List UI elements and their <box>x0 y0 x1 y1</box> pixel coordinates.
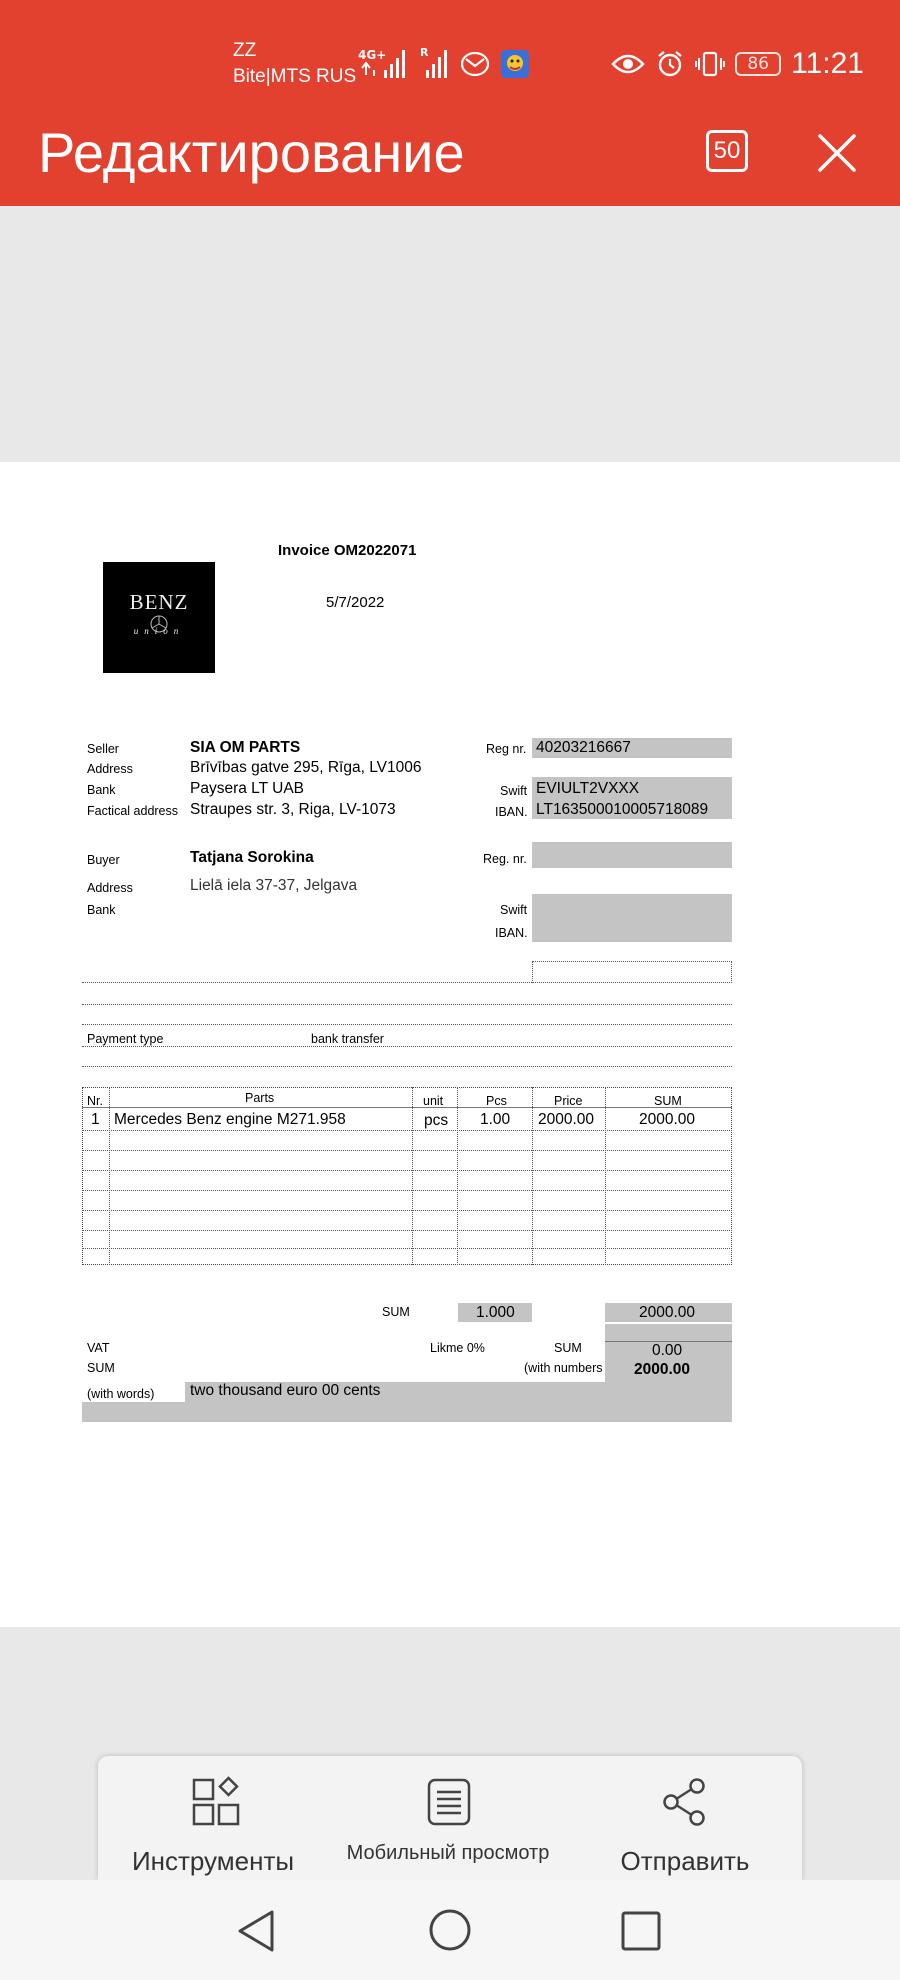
header-parts: Parts <box>245 1091 275 1105</box>
roaming-indicator: R <box>420 46 429 59</box>
home-icon[interactable] <box>428 1908 472 1952</box>
separator-line <box>82 1004 732 1005</box>
header-nr: Nr. <box>87 1094 103 1108</box>
recent-apps-icon[interactable] <box>620 1910 662 1952</box>
mobile-view-button[interactable] <box>328 1756 568 1880</box>
vibrate-icon <box>695 49 725 79</box>
page-count-value: 50 <box>713 137 741 164</box>
seller-address: Brīvības gatve 295, Rīga, LV1006 <box>190 759 422 776</box>
battery-level: 86 <box>747 54 769 74</box>
grand-sum-label: SUM <box>87 1361 115 1375</box>
app-header <box>0 0 900 206</box>
separator-line <box>82 1066 732 1067</box>
logo-text: BENZ <box>129 590 189 614</box>
buyer-bank-details-field <box>532 894 732 942</box>
table-header-line <box>82 1107 732 1108</box>
seller-swift: EVIULT2VXXX <box>536 780 640 797</box>
logo-subtext: union <box>133 626 185 636</box>
battery-icon <box>735 52 781 76</box>
carrier-line1: ZZ <box>233 40 257 61</box>
table-row-line <box>82 1230 732 1231</box>
seller-factical-label: Factical address <box>87 804 179 818</box>
share-label: Отправить <box>620 1846 750 1876</box>
buyer-reg-label: Reg. nr. <box>483 852 527 866</box>
status-signal-icons <box>358 44 530 84</box>
buyer-label: Buyer <box>87 853 120 867</box>
signal-roaming-icon <box>420 46 450 82</box>
header-pcs: Pcs <box>486 1094 507 1108</box>
table-row-line <box>82 1190 732 1191</box>
seller-bank: Paysera LT UAB <box>190 780 305 797</box>
table-column-line <box>457 1087 458 1265</box>
app-notification-icon <box>500 49 530 79</box>
seller-iban: LT163500010005718089 <box>536 801 709 818</box>
payment-type: bank transfer <box>311 1032 384 1046</box>
separator-line <box>82 982 732 983</box>
seller-reg: 40203216667 <box>536 739 631 756</box>
company-logo <box>103 562 215 673</box>
table-sum-label: SUM <box>382 1305 410 1319</box>
bottom-toolbar <box>98 1756 802 1880</box>
seller-iban-label: IBAN. <box>495 805 528 819</box>
navigation-bar <box>0 1880 900 1980</box>
buyer-bank-label: Bank <box>87 903 116 917</box>
row-price: 2000.00 <box>538 1111 595 1128</box>
seller-bank-label: Bank <box>87 783 116 797</box>
eye-comfort-icon <box>611 52 645 76</box>
buyer-address-label: Address <box>87 881 133 895</box>
separator-line <box>82 1024 732 1025</box>
grand-sum: 2000.00 <box>634 1361 691 1378</box>
total-pcs: 1.000 <box>476 1304 515 1321</box>
header-price: Price <box>554 1094 583 1108</box>
share-icon <box>659 1776 711 1828</box>
row-unit: pcs <box>424 1112 449 1129</box>
seller-factical-address: Straupes str. 3, Riga, LV-1073 <box>190 801 396 818</box>
tools-button[interactable] <box>98 1756 328 1880</box>
document-page[interactable] <box>0 462 900 1627</box>
seller-reg-label: Reg nr. <box>486 742 527 756</box>
mobile-view-label: Мобильный просмотр <box>346 1842 550 1864</box>
row-sum: 2000.00 <box>639 1111 696 1128</box>
status-time: 11:21 <box>791 47 864 80</box>
table-row-line <box>82 1170 732 1171</box>
invoice-date: 5/7/2022 <box>326 594 385 611</box>
invoice-title: Invoice OM2022071 <box>278 542 417 559</box>
table-row-line <box>82 1248 732 1249</box>
buyer-address: Lielā iela 37-37, Jelgava <box>190 877 358 894</box>
table-column-line <box>412 1087 413 1265</box>
page-title: Редактирование <box>38 121 465 184</box>
close-icon[interactable] <box>812 128 862 178</box>
separator-line <box>82 1046 732 1047</box>
signal-4g-icon <box>358 46 410 82</box>
header-unit: unit <box>423 1094 444 1108</box>
message-icon <box>460 51 490 77</box>
carrier-line2: Bite|MTS RUS <box>233 66 357 87</box>
table-column-line <box>532 1087 533 1265</box>
with-words-label: (with words) <box>87 1387 155 1401</box>
buyer-reg-field <box>532 842 732 868</box>
alarm-icon <box>655 49 685 79</box>
seller-address-label: Address <box>87 762 133 776</box>
status-right <box>611 44 864 84</box>
seller-name: SIA OM PARTS <box>190 739 301 756</box>
words-field-extension <box>82 1402 732 1422</box>
buyer-name: Tatjana Sorokina <box>190 849 314 866</box>
table-column-line <box>109 1087 110 1265</box>
row-parts: Mercedes Benz engine M271.958 <box>114 1111 346 1128</box>
vat-sum-label: SUM <box>554 1341 582 1355</box>
vat-rate-label: Likme 0% <box>430 1341 485 1355</box>
seller-label: Seller <box>87 742 119 756</box>
mobile-view-icon <box>423 1776 475 1828</box>
row-pcs: 1.00 <box>480 1111 511 1128</box>
buyer-swift-label: Swift <box>500 903 528 917</box>
payment-type-label: Payment type <box>87 1032 164 1046</box>
share-button[interactable] <box>568 1756 802 1880</box>
invoice-document <box>0 462 900 1627</box>
table-row-line <box>82 1210 732 1211</box>
buyer-iban-label: IBAN. <box>495 926 528 940</box>
row-nr: 1 <box>91 1111 100 1128</box>
vat-label: VAT <box>87 1341 110 1355</box>
back-icon[interactable] <box>234 1908 278 1954</box>
table-row-line <box>82 1150 732 1151</box>
network-type: 4G+ <box>358 48 387 62</box>
tools-icon <box>190 1776 242 1828</box>
table-row-line <box>82 1130 732 1131</box>
with-numbers-label: (with numbers <box>524 1361 603 1375</box>
tools-label: Инструменты <box>131 1846 295 1876</box>
header-sum: SUM <box>654 1094 682 1108</box>
page-count-button[interactable] <box>706 130 748 172</box>
seller-swift-label: Swift <box>500 784 528 798</box>
total-sum: 2000.00 <box>639 1304 696 1321</box>
status-carrier <box>233 38 356 90</box>
sum-in-words: two thousand euro 00 cents <box>190 1382 381 1399</box>
table-column-line <box>605 1087 606 1265</box>
vat-value: 0.00 <box>652 1342 683 1359</box>
empty-box <box>532 961 732 983</box>
